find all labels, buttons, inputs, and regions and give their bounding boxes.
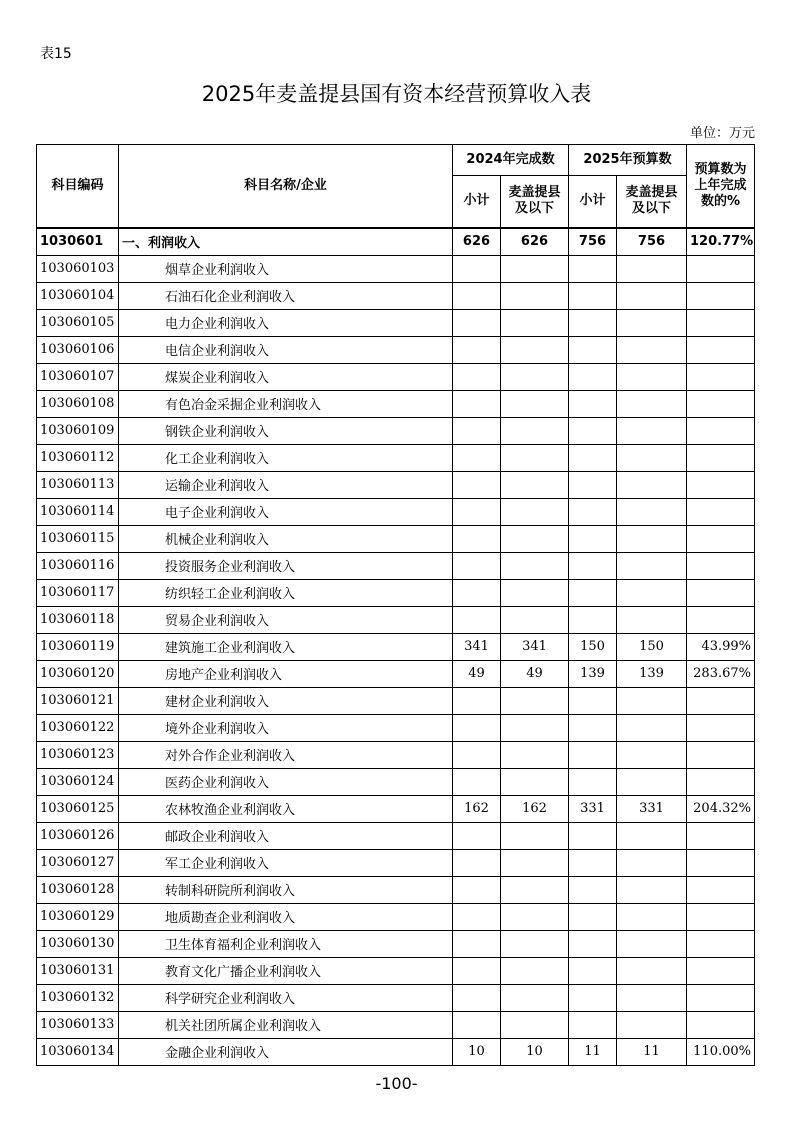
row-name: 卫生体育福利企业利润收入 <box>119 930 453 957</box>
row-ratio <box>687 984 755 1011</box>
row-ratio <box>687 930 755 957</box>
row-code: 103060103 <box>37 255 119 282</box>
table-row <box>37 741 755 768</box>
row-budget-county <box>617 363 687 390</box>
row-done-county <box>501 1011 569 1038</box>
table-row <box>37 282 755 309</box>
row-ratio <box>687 1011 755 1038</box>
row-budget-county <box>617 255 687 282</box>
row-budget-subtotal: 11 <box>569 1038 617 1065</box>
row-budget-subtotal <box>569 1011 617 1038</box>
row-budget-subtotal <box>569 336 617 363</box>
row-done-county <box>501 957 569 984</box>
row-name: 化工企业利润收入 <box>119 444 453 471</box>
row-ratio <box>687 390 755 417</box>
row-done-subtotal <box>453 768 501 795</box>
row-done-subtotal: 49 <box>453 660 501 687</box>
table-row <box>37 930 755 957</box>
row-done-county: 10 <box>501 1038 569 1065</box>
header-name: 科目名称/企业 <box>119 145 453 228</box>
row-done-subtotal: 162 <box>453 795 501 822</box>
summary-done-subtotal: 626 <box>453 228 501 256</box>
row-name: 医药企业利润收入 <box>119 768 453 795</box>
row-code: 103060122 <box>37 714 119 741</box>
row-done-county <box>501 714 569 741</box>
row-name: 运输企业利润收入 <box>119 471 453 498</box>
row-budget-subtotal <box>569 579 617 606</box>
row-ratio <box>687 579 755 606</box>
row-budget-county <box>617 498 687 525</box>
table-row <box>37 633 755 660</box>
row-name: 电力企业利润收入 <box>119 309 453 336</box>
row-ratio <box>687 498 755 525</box>
row-budget-county <box>617 552 687 579</box>
row-done-county <box>501 768 569 795</box>
row-done-subtotal: 10 <box>453 1038 501 1065</box>
row-code: 103060121 <box>37 687 119 714</box>
row-budget-subtotal <box>569 876 617 903</box>
row-code: 103060118 <box>37 606 119 633</box>
header-group-2025: 2025年预算数 <box>569 145 687 176</box>
row-budget-subtotal <box>569 984 617 1011</box>
row-name: 军工企业利润收入 <box>119 849 453 876</box>
row-ratio <box>687 552 755 579</box>
row-done-subtotal <box>453 579 501 606</box>
row-budget-subtotal <box>569 606 617 633</box>
row-done-county <box>501 984 569 1011</box>
summary-budget-subtotal: 756 <box>569 228 617 256</box>
table-row <box>37 525 755 552</box>
row-done-subtotal: 341 <box>453 633 501 660</box>
row-ratio <box>687 363 755 390</box>
row-budget-subtotal: 150 <box>569 633 617 660</box>
row-done-county <box>501 309 569 336</box>
table-row <box>37 903 755 930</box>
table-row <box>37 579 755 606</box>
row-done-county <box>501 606 569 633</box>
table-row <box>37 552 755 579</box>
row-budget-county <box>617 1011 687 1038</box>
row-budget-subtotal <box>569 849 617 876</box>
row-budget-county <box>617 525 687 552</box>
row-ratio <box>687 606 755 633</box>
row-name: 电子企业利润收入 <box>119 498 453 525</box>
row-done-county <box>501 876 569 903</box>
row-code: 103060107 <box>37 363 119 390</box>
row-done-subtotal <box>453 687 501 714</box>
row-name: 电信企业利润收入 <box>119 336 453 363</box>
row-budget-subtotal <box>569 444 617 471</box>
table-row <box>37 957 755 984</box>
row-ratio <box>687 714 755 741</box>
row-name: 科学研究企业利润收入 <box>119 984 453 1011</box>
row-ratio: 110.00% <box>687 1038 755 1065</box>
row-done-county <box>501 552 569 579</box>
table-row <box>37 876 755 903</box>
row-done-county <box>501 471 569 498</box>
row-name: 对外合作企业利润收入 <box>119 741 453 768</box>
row-budget-county <box>617 579 687 606</box>
row-budget-county <box>617 309 687 336</box>
row-budget-county <box>617 687 687 714</box>
row-ratio: 43.99% <box>687 633 755 660</box>
row-budget-county <box>617 471 687 498</box>
row-done-subtotal <box>453 444 501 471</box>
row-budget-subtotal <box>569 525 617 552</box>
row-budget-county <box>617 849 687 876</box>
table-row <box>37 336 755 363</box>
row-done-subtotal <box>453 876 501 903</box>
page-number: -100- <box>375 1074 418 1093</box>
row-budget-county <box>617 282 687 309</box>
row-budget-county <box>617 822 687 849</box>
row-done-subtotal <box>453 957 501 984</box>
table-row <box>37 417 755 444</box>
table-row <box>37 471 755 498</box>
row-done-county <box>501 525 569 552</box>
row-done-county <box>501 390 569 417</box>
header-group-2024: 2024年完成数 <box>453 145 569 176</box>
row-ratio <box>687 309 755 336</box>
row-budget-subtotal <box>569 957 617 984</box>
row-name: 建材企业利润收入 <box>119 687 453 714</box>
row-budget-county <box>617 390 687 417</box>
table-row <box>37 984 755 1011</box>
row-code: 103060132 <box>37 984 119 1011</box>
table-row <box>37 687 755 714</box>
table-row <box>37 255 755 282</box>
row-ratio <box>687 768 755 795</box>
row-budget-county <box>617 768 687 795</box>
row-code: 103060130 <box>37 930 119 957</box>
row-budget-subtotal: 139 <box>569 660 617 687</box>
row-done-subtotal <box>453 606 501 633</box>
summary-budget-county: 756 <box>617 228 687 256</box>
row-code: 103060127 <box>37 849 119 876</box>
unit-label: 单位：万元 <box>689 126 755 141</box>
table-row <box>37 309 755 336</box>
row-ratio <box>687 471 755 498</box>
table-row <box>37 822 755 849</box>
row-done-county <box>501 930 569 957</box>
table-row <box>37 660 755 687</box>
row-done-county <box>501 498 569 525</box>
row-budget-subtotal <box>569 822 617 849</box>
row-budget-county <box>617 741 687 768</box>
row-name: 境外企业利润收入 <box>119 714 453 741</box>
row-code: 103060123 <box>37 741 119 768</box>
row-ratio <box>687 687 755 714</box>
row-name: 机关社团所属企业利润收入 <box>119 1011 453 1038</box>
row-budget-county <box>617 957 687 984</box>
row-name: 投资服务企业利润收入 <box>119 552 453 579</box>
table-body <box>37 228 755 1066</box>
row-budget-county <box>617 336 687 363</box>
row-budget-county <box>617 714 687 741</box>
row-done-subtotal <box>453 309 501 336</box>
header-ratio: 预算数为上年完成数的% <box>687 145 755 228</box>
table-row <box>37 714 755 741</box>
row-ratio <box>687 849 755 876</box>
row-budget-subtotal <box>569 390 617 417</box>
table-row <box>37 498 755 525</box>
table-row <box>37 1011 755 1038</box>
row-done-subtotal <box>453 849 501 876</box>
row-budget-county <box>617 984 687 1011</box>
table-row <box>37 606 755 633</box>
row-done-subtotal <box>453 714 501 741</box>
row-name: 机械企业利润收入 <box>119 525 453 552</box>
row-budget-subtotal <box>569 714 617 741</box>
table-row <box>37 390 755 417</box>
row-code: 103060105 <box>37 309 119 336</box>
budget-table <box>36 144 755 1066</box>
table-row <box>37 363 755 390</box>
row-ratio <box>687 336 755 363</box>
row-name: 转制科研院所利润收入 <box>119 876 453 903</box>
row-budget-county <box>617 606 687 633</box>
header-subtotal-2024: 小计 <box>453 176 501 228</box>
row-name: 烟草企业利润收入 <box>119 255 453 282</box>
row-done-county: 341 <box>501 633 569 660</box>
row-done-subtotal <box>453 552 501 579</box>
row-ratio <box>687 282 755 309</box>
row-budget-subtotal <box>569 471 617 498</box>
row-done-subtotal <box>453 417 501 444</box>
row-code: 103060108 <box>37 390 119 417</box>
row-name: 煤炭企业利润收入 <box>119 363 453 390</box>
row-name: 石油石化企业利润收入 <box>119 282 453 309</box>
header-county-2025: 麦盖提县及以下 <box>617 176 687 228</box>
row-ratio <box>687 876 755 903</box>
header-subtotal-2025: 小计 <box>569 176 617 228</box>
row-budget-subtotal <box>569 363 617 390</box>
row-code: 103060133 <box>37 1011 119 1038</box>
row-code: 103060134 <box>37 1038 119 1065</box>
table-row <box>37 849 755 876</box>
row-budget-county: 331 <box>617 795 687 822</box>
row-done-subtotal <box>453 282 501 309</box>
row-name: 有色冶金采掘企业利润收入 <box>119 390 453 417</box>
row-code: 103060124 <box>37 768 119 795</box>
row-name: 地质勘查企业利润收入 <box>119 903 453 930</box>
row-done-subtotal <box>453 336 501 363</box>
row-code: 103060129 <box>37 903 119 930</box>
row-name: 邮政企业利润收入 <box>119 822 453 849</box>
row-name: 农林牧渔企业利润收入 <box>119 795 453 822</box>
row-done-county <box>501 444 569 471</box>
row-code: 103060109 <box>37 417 119 444</box>
row-budget-county: 139 <box>617 660 687 687</box>
row-budget-county: 150 <box>617 633 687 660</box>
row-budget-county <box>617 903 687 930</box>
row-ratio <box>687 822 755 849</box>
row-done-county: 162 <box>501 795 569 822</box>
row-budget-county <box>617 444 687 471</box>
row-budget-subtotal <box>569 282 617 309</box>
row-code: 103060120 <box>37 660 119 687</box>
table-row <box>37 444 755 471</box>
row-budget-county <box>617 930 687 957</box>
row-budget-subtotal <box>569 903 617 930</box>
row-budget-subtotal <box>569 930 617 957</box>
row-done-county <box>501 336 569 363</box>
header-code: 科目编码 <box>37 145 119 228</box>
row-done-subtotal <box>453 471 501 498</box>
row-code: 103060117 <box>37 579 119 606</box>
row-code: 103060104 <box>37 282 119 309</box>
row-done-subtotal <box>453 930 501 957</box>
row-name: 贸易企业利润收入 <box>119 606 453 633</box>
summary-done-county: 626 <box>501 228 569 256</box>
row-budget-county <box>617 876 687 903</box>
table-row <box>37 1038 755 1065</box>
row-name: 钢铁企业利润收入 <box>119 417 453 444</box>
table-tag: 表15 <box>40 46 72 62</box>
table-row <box>37 768 755 795</box>
row-code: 103060125 <box>37 795 119 822</box>
row-budget-subtotal <box>569 309 617 336</box>
row-ratio <box>687 444 755 471</box>
summary-ratio: 120.77% <box>687 228 755 256</box>
row-code: 103060116 <box>37 552 119 579</box>
row-budget-subtotal <box>569 768 617 795</box>
row-done-county: 49 <box>501 660 569 687</box>
row-done-county <box>501 363 569 390</box>
summary-name: 一、利润收入 <box>119 228 453 256</box>
row-done-county <box>501 255 569 282</box>
row-done-county <box>501 579 569 606</box>
summary-row <box>37 228 755 256</box>
row-budget-subtotal <box>569 741 617 768</box>
row-done-subtotal <box>453 363 501 390</box>
row-code: 103060113 <box>37 471 119 498</box>
row-budget-subtotal <box>569 417 617 444</box>
row-done-subtotal <box>453 741 501 768</box>
row-done-subtotal <box>453 1011 501 1038</box>
row-code: 103060115 <box>37 525 119 552</box>
row-ratio <box>687 903 755 930</box>
row-ratio <box>687 957 755 984</box>
row-done-subtotal <box>453 390 501 417</box>
row-code: 103060131 <box>37 957 119 984</box>
row-ratio <box>687 417 755 444</box>
row-code: 103060112 <box>37 444 119 471</box>
row-done-county <box>501 822 569 849</box>
row-code: 103060106 <box>37 336 119 363</box>
row-code: 103060128 <box>37 876 119 903</box>
document-title: 2025年麦盖提县国有资本经营预算收入表 <box>201 82 592 106</box>
row-budget-subtotal <box>569 687 617 714</box>
row-done-subtotal <box>453 984 501 1011</box>
row-done-subtotal <box>453 903 501 930</box>
row-name: 金融企业利润收入 <box>119 1038 453 1065</box>
row-budget-subtotal <box>569 498 617 525</box>
row-done-county <box>501 282 569 309</box>
row-ratio <box>687 255 755 282</box>
row-done-subtotal <box>453 822 501 849</box>
row-ratio: 283.67% <box>687 660 755 687</box>
row-done-subtotal <box>453 525 501 552</box>
row-done-county <box>501 687 569 714</box>
header-county-2024: 麦盖提县及以下 <box>501 176 569 228</box>
row-done-subtotal <box>453 255 501 282</box>
row-ratio <box>687 525 755 552</box>
row-name: 教育文化广播企业利润收入 <box>119 957 453 984</box>
row-budget-county: 11 <box>617 1038 687 1065</box>
row-done-county <box>501 849 569 876</box>
row-ratio: 204.32% <box>687 795 755 822</box>
row-budget-county <box>617 417 687 444</box>
summary-code: 1030601 <box>37 228 119 256</box>
row-budget-subtotal <box>569 255 617 282</box>
row-done-county <box>501 741 569 768</box>
row-code: 103060126 <box>37 822 119 849</box>
table-row <box>37 795 755 822</box>
row-name: 房地产企业利润收入 <box>119 660 453 687</box>
row-ratio <box>687 741 755 768</box>
row-budget-subtotal: 331 <box>569 795 617 822</box>
row-name: 建筑施工企业利润收入 <box>119 633 453 660</box>
row-budget-subtotal <box>569 552 617 579</box>
table-header <box>37 145 755 228</box>
row-done-county <box>501 417 569 444</box>
row-done-county <box>501 903 569 930</box>
row-done-subtotal <box>453 498 501 525</box>
row-code: 103060114 <box>37 498 119 525</box>
row-name: 纺织轻工企业利润收入 <box>119 579 453 606</box>
row-code: 103060119 <box>37 633 119 660</box>
